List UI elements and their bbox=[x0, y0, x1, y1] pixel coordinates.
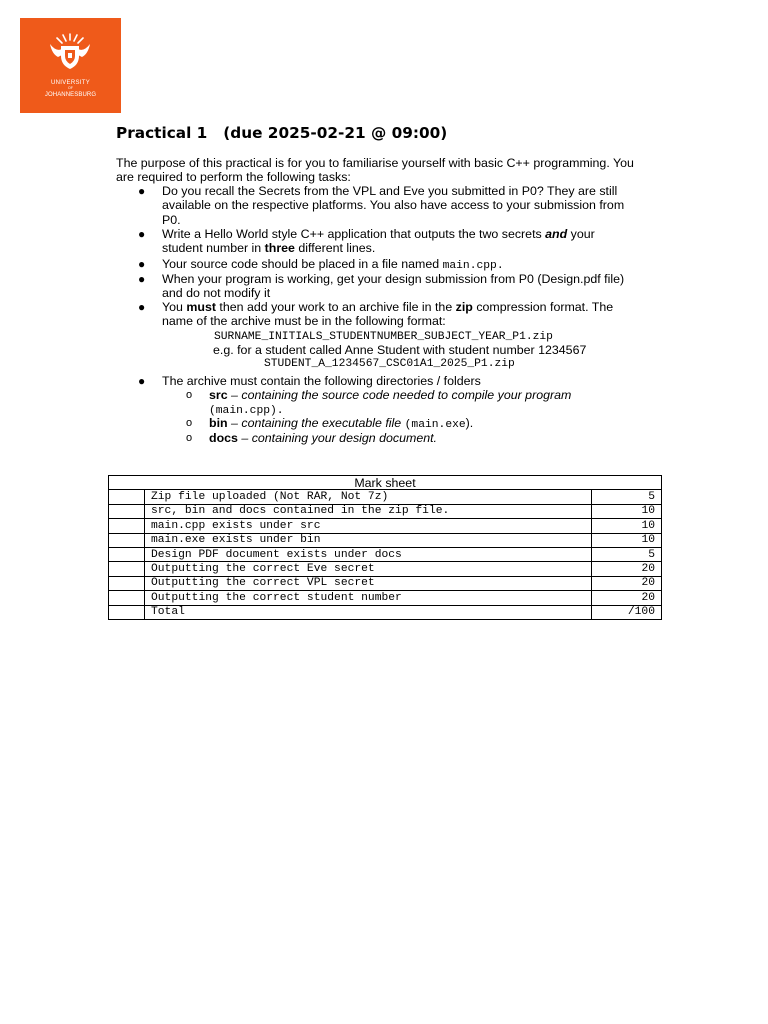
mark-total-points: /100 bbox=[592, 605, 662, 619]
task-3-text: Your source code should be placed in a file named bbox=[162, 257, 443, 271]
table-row-total bbox=[109, 605, 662, 619]
task-5-text-b: then add your work to an archive file in the bbox=[215, 300, 456, 314]
table-row bbox=[109, 562, 662, 576]
table-row bbox=[109, 576, 662, 590]
folder-src-name: src bbox=[209, 388, 228, 402]
folder-docs-desc: – containing your design document. bbox=[237, 431, 437, 445]
bullet-icon: ● bbox=[138, 300, 146, 314]
circle-bullet-icon: o bbox=[186, 389, 193, 401]
bullet-icon: ● bbox=[138, 257, 146, 271]
mark-criterion: src, bin and docs contained in the zip file. bbox=[145, 504, 592, 518]
mark-total-label: Total bbox=[145, 605, 592, 619]
task-2-text-d: different lines. bbox=[294, 241, 376, 256]
task-2-text-a: Write a Hello World style C++ application that outputs the two secrets bbox=[162, 227, 546, 241]
task-3-line-1 bbox=[162, 257, 652, 273]
folder-src-desc: – containing the source code needed to compile your program bbox=[227, 388, 572, 402]
task-6-line-1: The archive must contain the following directories / folders bbox=[162, 374, 481, 388]
task-5-text-c: compression format. The bbox=[472, 300, 614, 314]
mark-cell-blank bbox=[109, 562, 145, 576]
bullet-icon: ● bbox=[138, 184, 146, 198]
folder-bin-desc: – containing the executable file bbox=[227, 416, 405, 430]
archive-example-text: e.g. for a student called Anne Student with student number 1234567 bbox=[213, 343, 587, 357]
task-1-line-2: available on the respective platforms. You also have access to your submission from bbox=[162, 198, 625, 213]
task-5-text-a: You bbox=[162, 300, 187, 314]
task-2-line-2 bbox=[162, 241, 652, 255]
task-3-filename: main.cpp. bbox=[442, 260, 504, 272]
task-2-text-c: student number in bbox=[162, 241, 265, 256]
task-5-emphasis-must: must bbox=[186, 300, 216, 314]
task-2-emphasis-and: and bbox=[545, 227, 568, 241]
mark-sheet-header: Mark sheet bbox=[109, 476, 662, 490]
table-row bbox=[109, 533, 662, 547]
mark-points: 10 bbox=[592, 533, 662, 547]
task-5-emphasis-zip: zip bbox=[455, 300, 473, 314]
intro-line-2: are required to perform the following tasks: bbox=[116, 170, 351, 185]
mark-cell-blank bbox=[109, 576, 145, 590]
folder-src-file: (main.cpp). bbox=[209, 405, 284, 418]
bullet-icon: ● bbox=[138, 272, 146, 286]
mark-cell-blank bbox=[109, 605, 145, 619]
crest-icon bbox=[48, 32, 93, 78]
task-5-line-1 bbox=[162, 300, 652, 314]
table-row bbox=[109, 547, 662, 561]
logo-line-johannesburg: JOHANNESBURG bbox=[44, 92, 97, 98]
mark-points: 20 bbox=[592, 591, 662, 605]
folder-docs-name: docs bbox=[209, 431, 238, 445]
mark-criterion: Outputting the correct Eve secret bbox=[145, 562, 592, 576]
mark-criterion: main.exe exists under bin bbox=[145, 533, 592, 547]
mark-cell-blank bbox=[109, 490, 145, 504]
mark-cell-blank bbox=[109, 547, 145, 561]
task-2-emphasis-three: three bbox=[264, 241, 295, 256]
mark-criterion: main.cpp exists under src bbox=[145, 519, 592, 533]
page-title: Practical 1 (due 2025-02-21 @ 09:00) bbox=[116, 124, 448, 142]
table-row bbox=[109, 490, 662, 504]
folder-docs-line-1 bbox=[209, 431, 649, 445]
mark-sheet-header-row bbox=[109, 476, 662, 490]
mark-points: 10 bbox=[592, 519, 662, 533]
mark-criterion: Zip file uploaded (Not RAR, Not 7z) bbox=[145, 490, 592, 504]
mark-cell-blank bbox=[109, 504, 145, 518]
mark-cell-blank bbox=[109, 519, 145, 533]
archive-example-filename: STUDENT_A_1234567_CSC01A1_2025_P1.zip bbox=[264, 358, 515, 370]
mark-points: 10 bbox=[592, 504, 662, 518]
mark-points: 5 bbox=[592, 547, 662, 561]
task-2-text-b: your bbox=[567, 227, 595, 241]
mark-criterion: Design PDF document exists under docs bbox=[145, 547, 592, 561]
task-2-line-1 bbox=[162, 227, 652, 241]
task-5-line-2: name of the archive must be in the following format: bbox=[162, 314, 446, 329]
table-row bbox=[109, 504, 662, 518]
task-1-line-1: Do you recall the Secrets from the VPL and Eve you submitted in P0? They are still bbox=[162, 184, 618, 198]
mark-points: 20 bbox=[592, 576, 662, 590]
mark-criterion: Outputting the correct student number bbox=[145, 591, 592, 605]
mark-points: 20 bbox=[592, 562, 662, 576]
mark-cell-blank bbox=[109, 591, 145, 605]
circle-bullet-icon: o bbox=[186, 417, 193, 429]
task-4-line-2: and do not modify it bbox=[162, 286, 271, 301]
mark-points: 5 bbox=[592, 490, 662, 504]
folder-bin-file: (main.exe bbox=[404, 419, 466, 431]
logo-line-of: OF bbox=[68, 86, 73, 90]
circle-bullet-icon: o bbox=[186, 432, 193, 444]
mark-sheet-table bbox=[108, 475, 662, 620]
table-row bbox=[109, 519, 662, 533]
mark-cell-blank bbox=[109, 533, 145, 547]
table-row bbox=[109, 591, 662, 605]
mark-criterion: Outputting the correct VPL secret bbox=[145, 576, 592, 590]
folder-bin-end: ). bbox=[465, 416, 474, 430]
folder-bin-name: bin bbox=[209, 416, 228, 430]
university-logo bbox=[20, 18, 121, 113]
bullet-icon: ● bbox=[138, 374, 146, 388]
archive-format: SURNAME_INITIALS_STUDENTNUMBER_SUBJECT_YEAR_P1.zip bbox=[214, 331, 553, 343]
logo-line-university: UNIVERSITY bbox=[50, 80, 90, 86]
task-1-line-3: P0. bbox=[162, 212, 181, 227]
folder-src-line-1 bbox=[209, 388, 649, 402]
intro-paragraph bbox=[116, 156, 661, 185]
task-4-line-1: When your program is working, get your design submission from P0 (Design.pdf file) bbox=[162, 272, 625, 286]
bullet-icon: ● bbox=[138, 227, 146, 241]
folder-bin-line-1 bbox=[209, 416, 649, 432]
intro-line-1: The purpose of this practical is for you to familiarise yourself with basic C++ programming. You bbox=[116, 156, 634, 170]
